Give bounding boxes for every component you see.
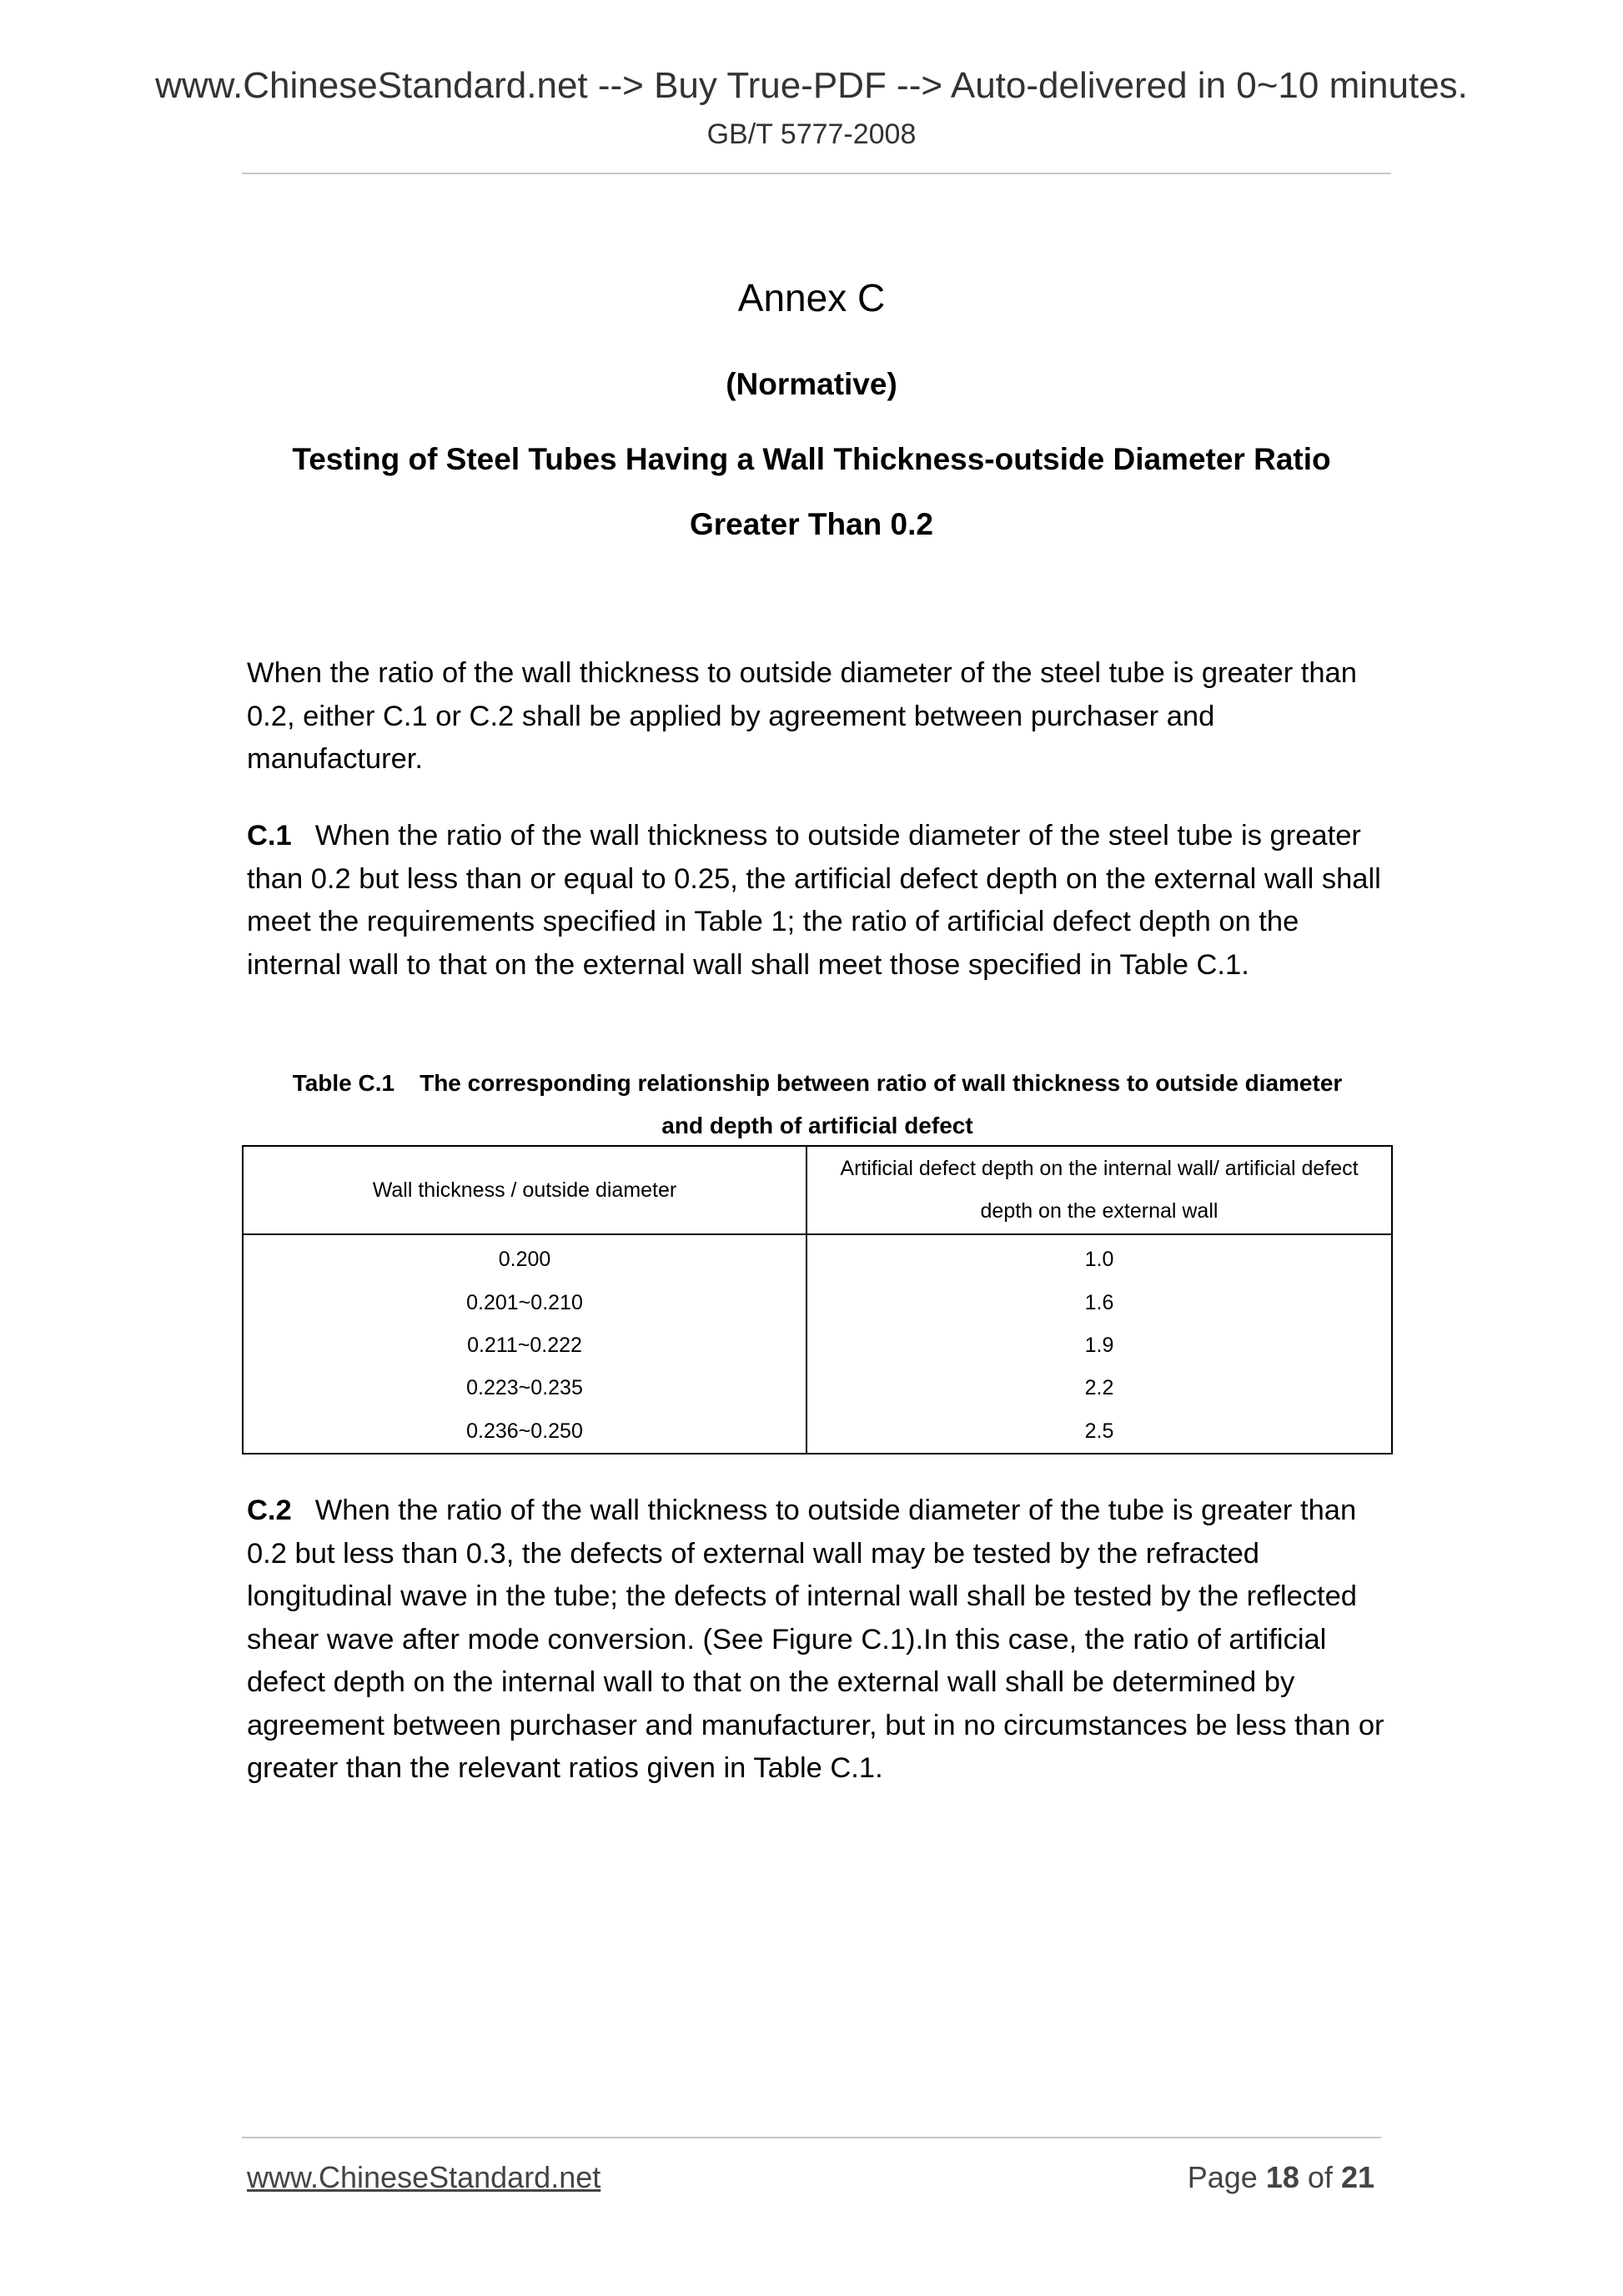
- table-caption-line2: and depth of artificial defect: [661, 1113, 973, 1138]
- col-header-defect-depth: [806, 1146, 1392, 1234]
- ratio-cell: 0.200: [243, 1234, 806, 1281]
- table-row: [243, 1410, 1392, 1454]
- clause-c1-text: When the ratio of the wall thickness to outside diameter of the steel tube is greater than 0.2 but less than or equal to 0.25, the artificial defect depth on the external wall shall meet the requirements specified in Table 1; the ratio of artificial defect depth on the internal wall to that on the external wall shall meet those specified in Table C.1.: [247, 820, 1381, 981]
- annex-title-line2: Greater Than 0.2: [689, 507, 933, 541]
- depth-ratio-cell: 1.9: [806, 1324, 1392, 1367]
- intro-paragraph: When the ratio of the wall thickness to outside diameter of the steel tube is greater than 0.2, either C.1 or C.2 shall be applied by agreement between purchaser and manufacturer.: [247, 657, 1357, 775]
- header-divider: [242, 173, 1391, 174]
- annex-label: Annex C: [737, 276, 886, 319]
- table-row: [243, 1367, 1392, 1409]
- page-indicator: [1188, 2160, 1374, 2195]
- clause-c1: [247, 815, 1398, 987]
- footer-site-link[interactable]: www.ChineseStandard.net: [247, 2160, 601, 2194]
- table-caption: [242, 1062, 1393, 1147]
- ratio-cell: 0.211~0.222: [243, 1324, 806, 1367]
- table-header-row: [243, 1146, 1392, 1234]
- footer-divider: [242, 2137, 1381, 2138]
- ratio-cell: 0.201~0.210: [243, 1281, 806, 1324]
- clause-c2: [247, 1490, 1398, 1791]
- table-row: [243, 1234, 1392, 1281]
- ratio-cell: 0.236~0.250: [243, 1410, 806, 1454]
- page-number: 18: [1265, 2160, 1299, 2194]
- annex-title-line1: Testing of Steel Tubes Having a Wall Thickness-outside Diameter Ratio: [292, 442, 1331, 476]
- table-caption-line1: The corresponding relationship between ratio of wall thickness to outside diameter: [420, 1070, 1343, 1096]
- page-total: 21: [1340, 2160, 1374, 2194]
- depth-ratio-cell: 1.0: [806, 1234, 1392, 1281]
- depth-ratio-cell: 2.2: [806, 1367, 1392, 1409]
- table-row: [243, 1281, 1392, 1324]
- annex-title: [242, 427, 1381, 557]
- clause-c2-number: C.2: [247, 1495, 292, 1526]
- ratio-table: [242, 1145, 1393, 1454]
- col-header-defect-depth-line1: Artificial defect depth on the internal wall/ artificial defect: [840, 1157, 1359, 1180]
- depth-ratio-cell: 1.6: [806, 1281, 1392, 1324]
- table-number: Table C.1: [292, 1070, 395, 1096]
- page-label: Page: [1187, 2160, 1258, 2194]
- col-header-wall-thickness: Wall thickness / outside diameter: [243, 1146, 806, 1234]
- header-banner: www.ChineseStandard.net --> Buy True-PDF --> Auto-delivered in 0~10 minutes.: [155, 65, 1468, 106]
- clause-c2-text: When the ratio of the wall thickness to outside diameter of the tube is greater than 0.2 but less than 0.3, the defects of external wall may be tested by the refracted longitudinal wave in the tube; the defects of internal wall shall be tested by the reflected shear wave after mode conversion. (See Figure C.1).In this case, the ratio of artificial defect depth on the internal wall to that on the external wall shall be determined by agreement between purchaser and manufacturer, but in no circumstances be less than or greater than the relevant ratios given in Table C.1.: [247, 1495, 1384, 1784]
- page-of-label: of: [1307, 2160, 1333, 2194]
- clause-c1-number: C.1: [247, 820, 292, 852]
- col-header-defect-depth-line2: depth on the external wall: [980, 1199, 1219, 1223]
- standard-code: GB/T 5777-2008: [706, 118, 917, 150]
- annex-type: (Normative): [726, 367, 897, 401]
- table-row: [243, 1324, 1392, 1367]
- depth-ratio-cell: 2.5: [806, 1410, 1392, 1454]
- ratio-cell: 0.223~0.235: [243, 1367, 806, 1409]
